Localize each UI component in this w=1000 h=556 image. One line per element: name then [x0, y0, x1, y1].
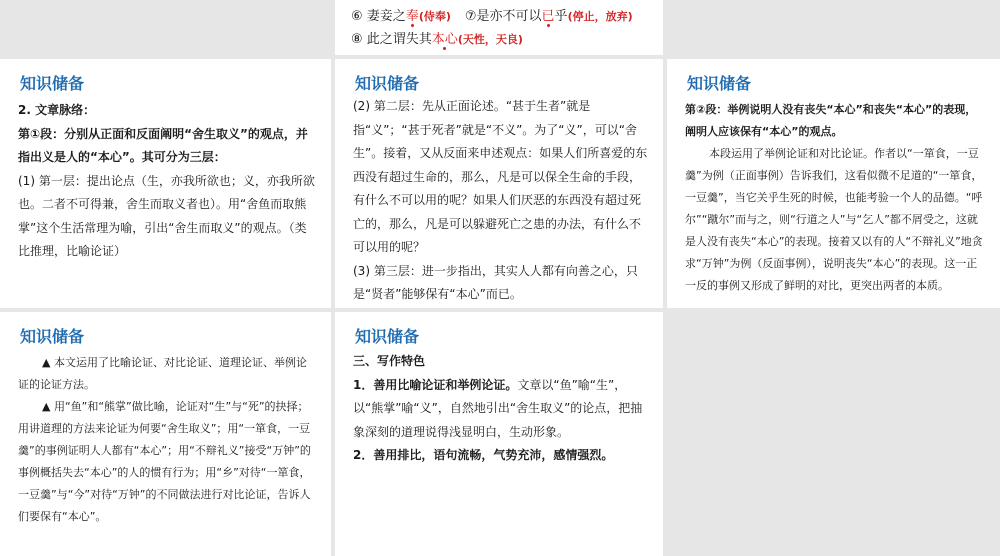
panel-title: 知识储备 — [687, 74, 752, 93]
knowledge-panel-1 — [0, 59, 331, 308]
paragraph-summary: 第①段：分别从正面和反面阐明“舍生取义”的观点，并指出义是人的“本心”。其可分为三层： — [18, 126, 308, 164]
annotation-note: (停止，放弃) — [567, 10, 633, 23]
panel-body — [685, 99, 986, 297]
knowledge-panel-5 — [335, 312, 663, 556]
knowledge-panel-3 — [667, 59, 1000, 308]
paragraph-text: (2) 第二层：先从正面论述。“甚于生者”就是指“义”；“甚于死者”就是“不义”。为了“义”，可以“舍生”。接着，又从反面来申述观点：如果人们所喜爱的东西没有超过生命的，那么，凡是可以保全生命的手段，有什么不可以用的呢？如果人们厌恶的东西没有超过死亡的，那么，凡是可以躲避死亡之患的办法，有什么不可以用的呢？ — [353, 99, 648, 254]
annotated-word: 奉 — [405, 9, 419, 24]
panel-body — [353, 95, 649, 307]
annotation-note: (侍奉) — [418, 10, 451, 23]
knowledge-panel-2 — [335, 59, 663, 308]
top-line-1 — [351, 5, 633, 24]
top-text: ⑦是亦不可以 — [464, 9, 542, 24]
section-heading: 三、写作特色 — [353, 354, 426, 368]
panel-body — [353, 350, 649, 468]
panel-title: 知识储备 — [355, 74, 420, 93]
paragraph-text: (1) 第一层：提出论点（生，亦我所欲也；义，亦我所欲也。二者不可得兼，舍生而取义者也）。用“舍鱼而取熊掌”这个生活常理为喻，引出“舍生而取义”的观点。（类比推理，比喻论证） — [18, 173, 315, 258]
writing-feature-2: 2．善用排比，语句流畅，气势充沛，感情强烈。 — [353, 448, 614, 462]
top-text: ⑧ 此之谓失其 — [351, 32, 432, 47]
top-line-2 — [351, 28, 523, 47]
paragraph-text: (3) 第三层：进一步指出，其实人人都有向善之心，只是“贤者”能够保有“本心”而已。 — [353, 263, 638, 301]
paragraph-summary: 第②段：举例说明人没有丧失“本心”和丧失“本心”的表现，阐明人应该保有“本心”的观点。 — [685, 103, 977, 138]
section-heading: 2. 文章脉络： — [18, 103, 96, 117]
annotated-word: 本心 — [431, 32, 458, 47]
top-text: 乎 — [554, 9, 568, 24]
feature-title: 1．善用比喻论证和举例论证。 — [353, 377, 518, 392]
knowledge-panel-4 — [0, 312, 331, 556]
top-text: ⑥ 妻妾之 — [351, 9, 406, 24]
top-strip-panel — [335, 0, 663, 55]
paragraph-text: 本段运用了举例论证和对比论证。作者以“一箪食，一豆羹”为例（正面事例）告诉我们，这看似微不足道的“一箪食，一豆羹”，当它关乎生死的时候，也能考验一个人的品德。“呼尔”“蹴尔”而与之，则“行道之人”与“乞人”都不屑受之，这就是人没有丧失“本心”的表现。接着又以有的人“不辩礼义”地贪求“万钟”为例（反面事例），说明丧失“本心”的表现。这一正一反的事例又形成了鲜明的对比，更突出两者的本质。 — [685, 147, 983, 292]
feature-text: 文章以“鱼”喻“生”，以“熊掌”喻“义”，自然地引出“舍生取义”的论点，把抽象深刻的道理说得浅显明白，生动形象。 — [353, 377, 643, 439]
annotated-word: 已 — [541, 9, 555, 24]
paragraph-text: ▲ 用“鱼”和“熊掌”做比喻，论证对“生”与“死”的抉择；用讲道理的方法来论证为何要“舍生取义”；用“一箪食，一豆羹”的事例证明人人都有“本心”；用“不辩礼义”接受“万钟”的事例概括失去“本心”的人的惯有行为；用“乡”对待“一箪食，一豆羹”与“今”对待“万钟”的不同做法进行对比论证，告诉人们要保有“本心”。 — [18, 400, 311, 523]
writing-feature-1 — [353, 374, 649, 445]
panel-title: 知识储备 — [20, 327, 85, 346]
panel-title: 知识储备 — [20, 74, 85, 93]
panel-body — [18, 99, 317, 264]
panel-title: 知识储备 — [355, 327, 420, 346]
annotation-note: (天性，天良) — [457, 33, 523, 46]
panel-body — [18, 352, 317, 528]
paragraph-text: ▲ 本文运用了比喻论证、对比论证、道理论证、举例论证的论证方法。 — [18, 356, 307, 391]
